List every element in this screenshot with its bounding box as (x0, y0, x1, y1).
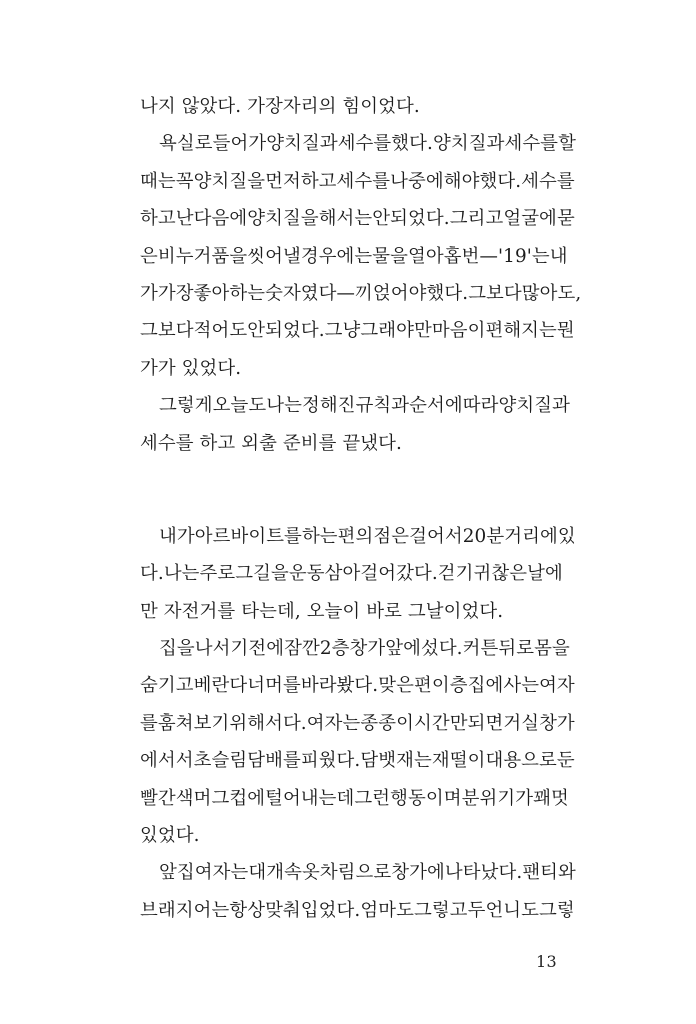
text-run: 섰다. (420, 638, 463, 660)
text-run: 걸어갔다. (360, 563, 438, 585)
text-run: 여자는 (306, 712, 361, 734)
text-run: 가장 (157, 282, 194, 304)
text-run: 따라 (462, 395, 499, 417)
text-run: 그 (235, 563, 254, 585)
paragraph (140, 387, 570, 462)
text-line (140, 742, 575, 779)
text-run: 멋 (550, 787, 569, 809)
text-run: 길을 (253, 563, 289, 585)
text-run: 세수를 (504, 133, 559, 155)
text-run: 재떨이 (431, 750, 486, 772)
text-run: 집을 (159, 638, 195, 660)
text-run: 많아도, (521, 282, 582, 304)
text-run: 털어내는데 (265, 787, 355, 809)
text-run: 그렇게 (159, 395, 213, 417)
text-run: 분위기가 (461, 787, 534, 809)
text-run: 내가 (159, 525, 195, 547)
text-run: 나타났다. (444, 862, 523, 884)
text-run: 정해진 (301, 395, 356, 417)
text-run: 빨간색 (140, 787, 194, 809)
text-run: 종종 (360, 712, 397, 734)
text-run: 그래야만 (360, 320, 432, 342)
text-line (140, 555, 563, 592)
text-run: 전에 (248, 638, 285, 660)
text-run: 항상 (229, 899, 266, 921)
text-line (140, 125, 576, 162)
text-run: 피웠다. (300, 750, 361, 772)
text-run: 은 (140, 245, 158, 267)
text-run: 세수를 (521, 170, 575, 192)
first-line-indent (140, 630, 159, 667)
text-run: 마음이 (431, 320, 486, 342)
text-run: 뭔 (556, 320, 575, 342)
text-run: 그리고 (449, 208, 504, 230)
text-line (140, 275, 582, 312)
text-run: 시간만 (413, 712, 468, 734)
text-run: 위해서다. (229, 712, 307, 734)
text-run: 잠깐 (284, 638, 320, 660)
text-run: 했다. (391, 133, 433, 155)
text-run: 경우에는 (300, 245, 373, 267)
text-line (140, 854, 576, 891)
text-run: 행동이며 (390, 787, 462, 809)
text-run: 되면 (467, 712, 504, 734)
text-run: 가가 있었다. (140, 357, 242, 379)
text-run: 난 (175, 208, 194, 230)
text-line (140, 312, 575, 349)
paragraph (140, 630, 575, 854)
text-run: 바라봤다. (300, 675, 379, 697)
text-run: 묻 (556, 208, 575, 230)
text-run: 비누 (157, 245, 194, 267)
text-run: 서서 (157, 750, 194, 772)
text-run: 씻어낼 (247, 245, 301, 267)
text-run: 이 (396, 712, 414, 734)
text-run: 하고 (300, 170, 337, 192)
text-run: 좋아하는 (193, 282, 266, 304)
text-run: 있 (557, 525, 576, 547)
text-line (140, 518, 576, 555)
text-run: 뒤로 (498, 638, 535, 660)
text-run: 날에 (527, 563, 563, 585)
text-run: 숨기고 (140, 675, 194, 697)
text-run: 꽤 (533, 787, 551, 809)
text-run: 나서기 (194, 638, 249, 660)
text-line (140, 892, 575, 929)
text-run: 그보다 (140, 320, 194, 342)
text-line (140, 200, 575, 237)
text-run: 거실 (503, 712, 540, 734)
text-run: 되었다. (390, 208, 450, 230)
text-line (140, 425, 558, 462)
text-run: 사는 (503, 675, 540, 697)
text-run: 있었다. (140, 825, 200, 847)
text-line (140, 667, 575, 704)
text-run: 를 (140, 712, 158, 734)
page-text-block (140, 88, 582, 929)
first-line-indent (140, 854, 159, 891)
text-run: 편해지는 (485, 320, 557, 342)
text-line (140, 350, 558, 387)
text-run: 그보다 (468, 282, 522, 304)
text-run: 거리에 (504, 525, 558, 547)
text-run: 순서에 (409, 395, 463, 417)
text-run: 주로 (199, 563, 236, 585)
text-run: 맞은편 (378, 675, 432, 697)
text-run: 거품을 (193, 245, 248, 267)
text-run: 훔쳐보기 (157, 712, 230, 734)
paragraph (140, 518, 576, 630)
text-run: 언니도 (485, 899, 540, 921)
text-run: 그런 (354, 787, 391, 809)
first-line-indent (140, 387, 159, 424)
text-line (140, 780, 569, 817)
first-line-indent (140, 518, 159, 555)
text-run: 해야 (443, 170, 480, 192)
text-line (140, 593, 558, 630)
text-run: 하고 (140, 208, 176, 230)
text-run: 그냥 (324, 320, 361, 342)
text-run: 창가 (539, 712, 575, 734)
text-line (140, 163, 575, 200)
text-run: 대용으로 (485, 750, 557, 772)
text-line (140, 817, 558, 854)
text-run: 담뱃재는 (360, 750, 432, 772)
text-run: 속옷 (284, 862, 320, 884)
text-run: 안 (372, 208, 391, 230)
text-run: 나는 (266, 395, 302, 417)
text-run: 머그컵에 (193, 787, 266, 809)
text-run: 맞춰 (265, 899, 301, 921)
text-run: 귀찮은 (473, 563, 528, 585)
text-run: 운동 (288, 563, 325, 585)
text-run: 안 (247, 320, 266, 342)
section-break (140, 462, 558, 518)
text-line (140, 387, 570, 424)
text-run: 규칙과 (355, 395, 410, 417)
text-run: 둔 (556, 750, 575, 772)
text-run: 아르바이트를 (194, 525, 302, 547)
text-run: 양치질과 (498, 395, 570, 417)
text-run: 초슬림 (193, 750, 248, 772)
text-run: 이층집에 (431, 675, 504, 697)
text-run: 그렇 (539, 899, 575, 921)
text-run: 다. (140, 563, 164, 585)
text-run: 너머를 (247, 675, 301, 697)
text-line (140, 630, 570, 667)
text-run: 세수를 (336, 170, 391, 192)
text-run: 걷기 (437, 563, 474, 585)
text-run: 커튼 (462, 638, 499, 660)
text-run: 다음에 (193, 208, 248, 230)
text-run: 나지 않았다. 가장자리의 힘이었다. (140, 96, 420, 117)
text-run: 세수를 하고 외출 준비를 끝냈다. (140, 432, 402, 454)
text-run: 먼저 (265, 170, 301, 192)
text-run: 나중에 (390, 170, 444, 192)
text-run: 몸을 (534, 638, 570, 660)
text-run: 엄마도 (360, 899, 414, 921)
text-line (140, 88, 558, 125)
first-line-indent (140, 125, 159, 162)
text-run: 양치질을 (247, 208, 319, 230)
text-run: 20분 (462, 525, 505, 547)
text-run: 여자는 (194, 862, 249, 884)
text-run: 해서는 (318, 208, 373, 230)
text-run: 들어가 (212, 133, 267, 155)
text-run: 2층 (319, 638, 350, 660)
text-run: 열아홉 (408, 245, 462, 267)
text-run: 물을 (372, 245, 409, 267)
text-run: 때는 (140, 170, 176, 192)
text-run: 걸어서 (409, 525, 463, 547)
paragraph (140, 854, 576, 929)
paragraph (140, 125, 582, 387)
text-run: 앞집 (159, 862, 195, 884)
text-run: 차림으로 (319, 862, 392, 884)
text-run: 번—'19'는 (461, 245, 550, 267)
text-line (140, 238, 568, 275)
page-number-folio: 13 (536, 952, 557, 971)
text-run: 했다. (479, 170, 522, 192)
text-run: 여자 (539, 675, 575, 697)
paragraph (140, 88, 558, 125)
text-run: 나는 (163, 563, 200, 585)
text-run: 세수를 (337, 133, 392, 155)
text-run: 꼭 (175, 170, 194, 192)
text-run: 편의점은 (337, 525, 410, 547)
text-run: 에 (140, 750, 158, 772)
text-run: 담배를 (247, 750, 301, 772)
text-run: 내 (549, 245, 568, 267)
text-run: 만 자전거를 타는데, 오늘이 바로 그날이었다. (140, 600, 504, 622)
text-run: 창가 (349, 638, 386, 660)
text-run: 하는 (301, 525, 338, 547)
text-run: 양치질을 (193, 170, 266, 192)
text-run: 욕실로 (159, 133, 213, 155)
text-run: 했다. (426, 282, 469, 304)
text-run: 두 (467, 899, 486, 921)
text-run: 얼굴에 (503, 208, 557, 230)
text-run: 양치질과 (266, 133, 338, 155)
text-run: 할 (558, 133, 576, 155)
text-run: 삼아 (324, 563, 361, 585)
text-run: 숫자였다—끼얹어야 (265, 282, 427, 304)
text-run: 되었다. (265, 320, 325, 342)
text-run: 오늘도 (212, 395, 267, 417)
text-run: 입었다. (300, 899, 361, 921)
text-run: 팬티와 (522, 862, 576, 884)
text-run: 브래지어는 (140, 899, 230, 921)
text-run: 앞에 (385, 638, 421, 660)
text-line (140, 705, 575, 742)
text-run: 그렇고 (413, 899, 468, 921)
text-run: 대개 (248, 862, 285, 884)
text-run: 베란다 (193, 675, 248, 697)
text-run: 양치질과 (432, 133, 505, 155)
text-run: 가 (140, 282, 158, 304)
text-run: 적어도 (193, 320, 248, 342)
text-run: 창가에 (391, 862, 445, 884)
